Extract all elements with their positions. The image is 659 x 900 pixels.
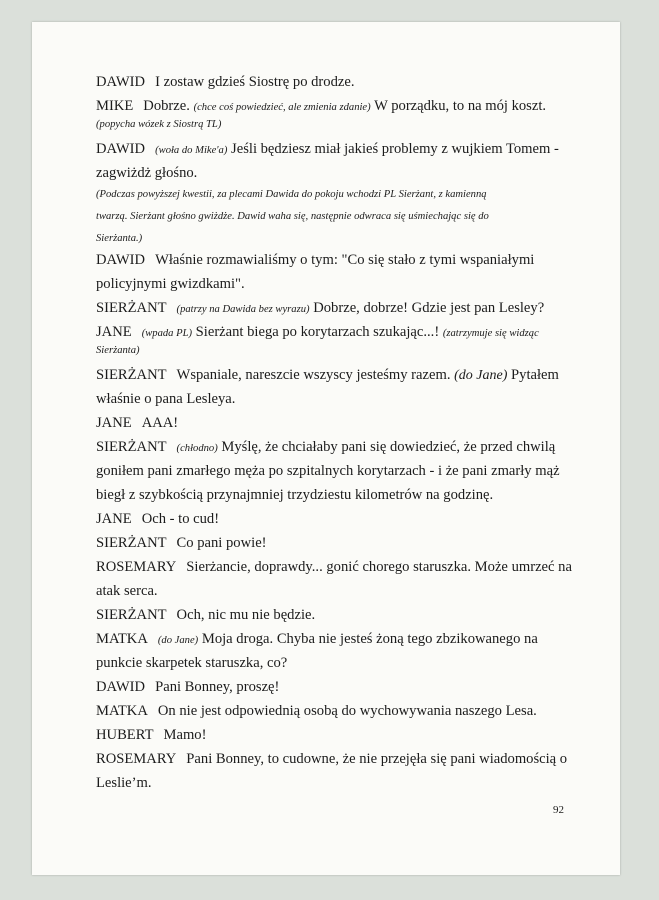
- dialogue-text: W porządku, to na mój koszt.: [374, 98, 547, 114]
- dialogue-continuation: Leslie’m.: [96, 775, 152, 791]
- dialogue-line: [96, 750, 596, 774]
- speaker-name: SIERŻANT: [96, 367, 167, 383]
- dialogue-text: Pytałem: [511, 367, 559, 383]
- speaker-name: HUBERT: [96, 727, 154, 743]
- script-body: [96, 73, 596, 798]
- speaker-name: MIKE: [96, 98, 134, 114]
- stage-direction: (wpada PL): [141, 328, 193, 339]
- dialogue-text: Och, nic mu nie będzie.: [176, 607, 316, 623]
- stage-direction-line: twarzą. Sierżant głośno gwiżdże. Dawid waha się, następnie odwraca się uśmiechając się do: [96, 211, 489, 222]
- dialogue-line: [96, 630, 596, 654]
- dialogue-continuation: goniłem pani zmarłego męża po szpitalnych korytarzach - i że pani zmarły mąż: [96, 463, 560, 479]
- dialogue-line: [96, 534, 596, 558]
- dialogue-text: Właśnie rozmawialiśmy o tym: "Co się stało z tymi wspaniałymi: [155, 252, 535, 268]
- dialogue-text: Co pani powie!: [176, 535, 267, 551]
- dialogue-line: [96, 323, 596, 344]
- dialogue-line: [96, 414, 596, 438]
- stage-direction: (chce coś powiedzieć, ale zmienia zdanie): [193, 102, 371, 113]
- speaker-name: SIERŻANT: [96, 439, 167, 455]
- dialogue-text: Pani Bonney, proszę!: [155, 679, 280, 695]
- dialogue-line: [96, 251, 596, 275]
- stage-direction: (zatrzymuje się widząc: [442, 328, 539, 339]
- dialogue-text: Och - to cud!: [141, 511, 220, 527]
- dialogue-text: AAA!: [141, 415, 179, 431]
- speaker-name: SIERŻANT: [96, 607, 167, 623]
- dialogue-text: Dobrze.: [143, 98, 190, 114]
- speaker-name: JANE: [96, 415, 132, 431]
- dialogue-line: [96, 678, 596, 702]
- speaker-name: ROSEMARY: [96, 751, 177, 767]
- dialogue-text: Sierżancie, doprawdy... gonić chorego staruszka. Może umrzeć na: [186, 559, 572, 575]
- dialogue-text: Pani Bonney, to cudowne, że nie przejęła się pani wiadomością o: [186, 751, 568, 767]
- stage-direction-line: (Podczas powyższej kwestii, za plecami Dawida do pokoju wchodzi PL Sierżant, z kamienną: [96, 189, 487, 200]
- speaker-name: SIERŻANT: [96, 300, 167, 316]
- dialogue-text: Mamo!: [163, 727, 207, 743]
- speaker-name: JANE: [96, 511, 132, 527]
- dialogue-line: [96, 438, 596, 462]
- stage-direction: (do Jane): [157, 635, 199, 646]
- dialogue-continuation: właśnie o pana Lesleya.: [96, 391, 236, 407]
- stage-direction-line: Sierżanta): [96, 345, 140, 356]
- dialogue-line: [96, 299, 596, 323]
- page-number: 92: [553, 804, 564, 816]
- dialogue-text: On nie jest odpowiednią osobą do wychowywania naszego Lesa.: [157, 703, 537, 719]
- speaker-name: SIERŻANT: [96, 535, 167, 551]
- dialogue-line: [96, 606, 596, 630]
- dialogue-line: [96, 366, 596, 390]
- dialogue-text: Wspaniale, nareszcie wszyscy jesteśmy razem.: [176, 367, 451, 383]
- script-page: [32, 22, 620, 875]
- dialogue-line: [96, 702, 596, 726]
- dialogue-text: Dobrze, dobrze! Gdzie jest pan Lesley?: [313, 300, 545, 316]
- dialogue-line: [96, 726, 596, 750]
- dialogue-line: [96, 558, 596, 582]
- dialogue-line: [96, 140, 596, 164]
- dialogue-text: Sierżant biega po korytarzach szukając...!: [195, 324, 440, 340]
- stage-direction: (patrzy na Dawida bez wyrazu): [176, 304, 310, 315]
- dialogue-continuation: biegł z szybkością przynajmniej trzydziestu kilometrów na godzinę.: [96, 487, 494, 503]
- dialogue-line: [96, 73, 596, 97]
- speaker-name: DAWID: [96, 74, 146, 90]
- dialogue-text: Moja droga. Chyba nie jesteś żoną tego zbzikowanego na: [201, 631, 538, 647]
- dialogue-text: Jeśli będziesz miał jakieś problemy z wujkiem Tomem -: [231, 141, 559, 157]
- dialogue-continuation: zagwiżdż głośno.: [96, 165, 198, 181]
- dialogue-line: [96, 510, 596, 534]
- dialogue-continuation: atak serca.: [96, 583, 158, 599]
- stage-direction-line: Sierżanta.): [96, 233, 143, 244]
- dialogue-continuation: punkcie skarpetek staruszka, co?: [96, 655, 288, 671]
- stage-direction: (do Jane): [454, 368, 508, 383]
- speaker-name: JANE: [96, 324, 132, 340]
- speaker-name: MATKA: [96, 631, 148, 647]
- stage-direction-line: (popycha wózek z Siostrą TL): [96, 119, 222, 130]
- dialogue-line: [96, 97, 596, 118]
- dialogue-text: Myślę, że chciałaby pani się dowiedzieć, że przed chwilą: [221, 439, 556, 455]
- dialogue-continuation: policyjnymi gwizdkami".: [96, 276, 245, 292]
- stage-direction: (chłodno): [176, 443, 218, 454]
- speaker-name: DAWID: [96, 141, 146, 157]
- speaker-name: MATKA: [96, 703, 148, 719]
- dialogue-text: I zostaw gdzieś Siostrę po drodze.: [155, 74, 355, 90]
- speaker-name: DAWID: [96, 679, 146, 695]
- speaker-name: DAWID: [96, 252, 146, 268]
- stage-direction: (woła do Mike'a): [155, 145, 228, 156]
- speaker-name: ROSEMARY: [96, 559, 177, 575]
